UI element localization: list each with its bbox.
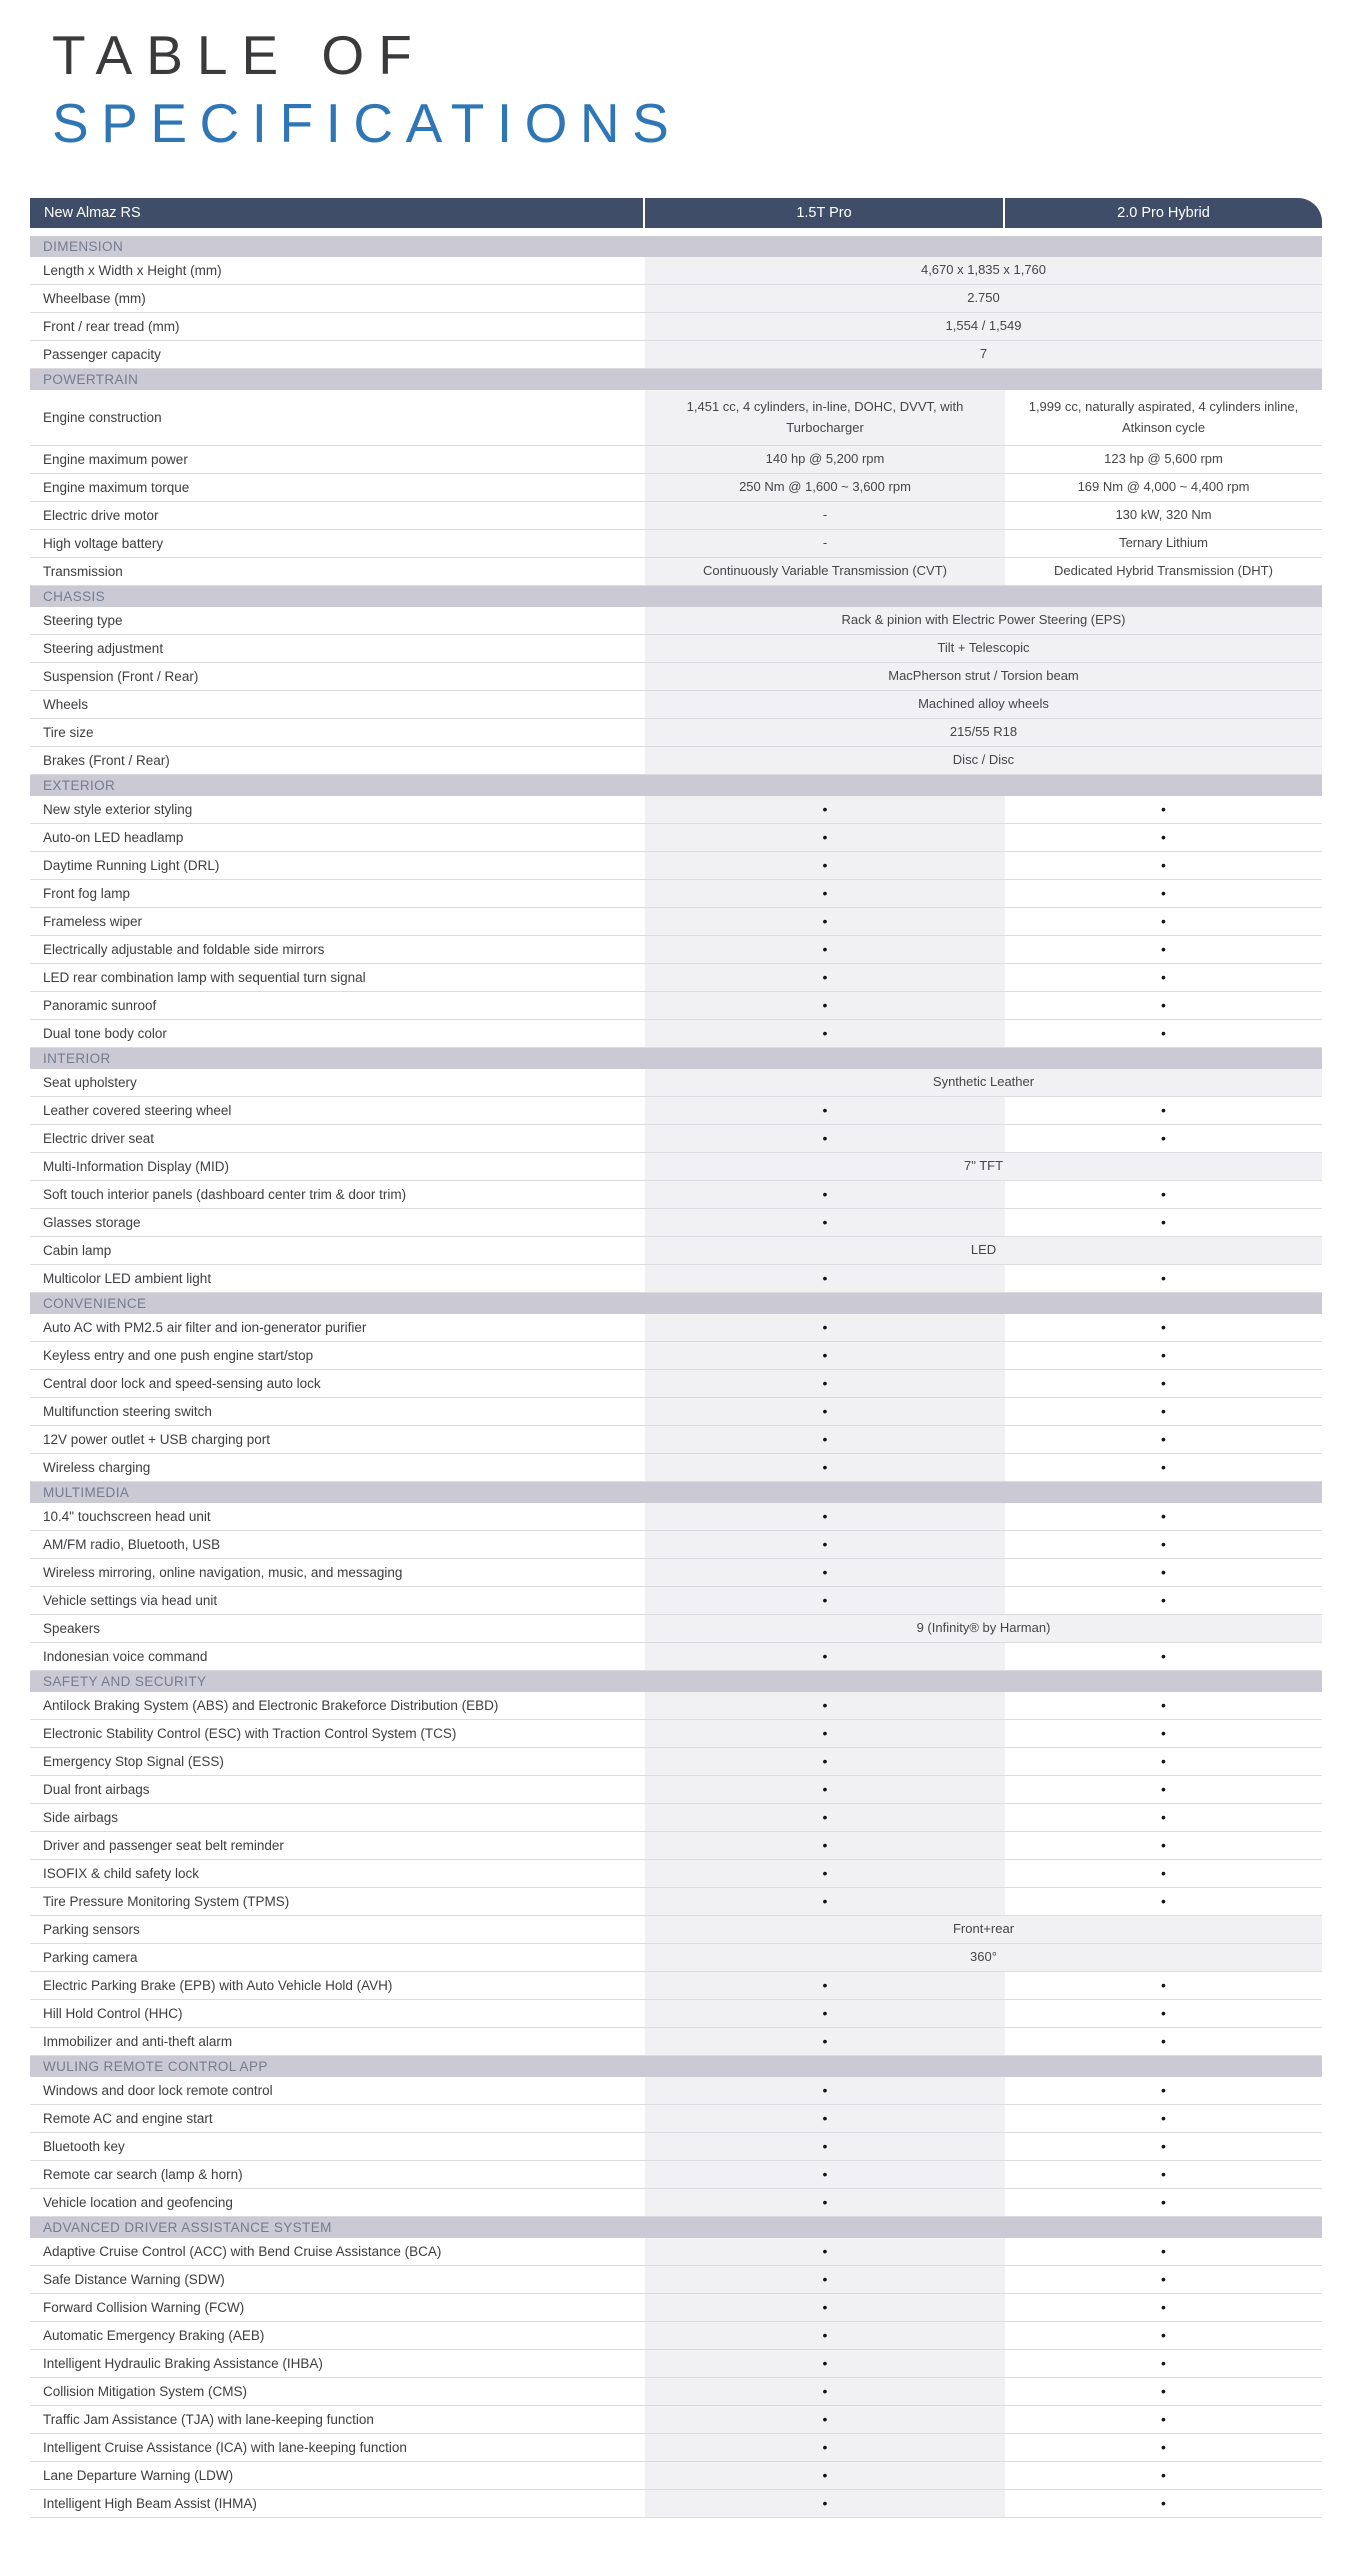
spec-row — [30, 719, 1322, 747]
spec-row-label: Multicolor LED ambient light — [30, 1265, 645, 1292]
feature-dot: • — [1005, 1559, 1322, 1586]
spec-table-body — [30, 236, 1322, 2518]
spec-row-label: Electric Parking Brake (EPB) with Auto Vehicle Hold (AVH) — [30, 1972, 645, 1999]
spec-row-label: Intelligent High Beam Assist (IHMA) — [30, 2490, 645, 2517]
spec-row-label: Intelligent Hydraulic Braking Assistance (IHBA) — [30, 2350, 645, 2377]
spec-row-label: Bluetooth key — [30, 2133, 645, 2160]
spec-row — [30, 1370, 1322, 1398]
feature-dot: • — [645, 1370, 1005, 1397]
spec-row — [30, 1265, 1322, 1293]
spec-value: 169 Nm @ 4,000 ~ 4,400 rpm — [1005, 474, 1322, 501]
spec-row-label: Steering type — [30, 607, 645, 634]
spec-row — [30, 285, 1322, 313]
section-header-chassis: CHASSIS — [30, 586, 1322, 607]
spec-value-span: 2.750 — [645, 285, 1322, 312]
feature-dot: • — [1005, 1692, 1322, 1719]
spec-row — [30, 2077, 1322, 2105]
spec-row-label: Electric driver seat — [30, 1125, 645, 1152]
spec-row — [30, 1531, 1322, 1559]
spec-row — [30, 2238, 1322, 2266]
spec-row-label: Multifunction steering switch — [30, 1398, 645, 1425]
feature-dot: • — [1005, 1776, 1322, 1803]
spec-row — [30, 2490, 1322, 2518]
feature-dot: • — [1005, 2322, 1322, 2349]
spec-value-span: Disc / Disc — [645, 747, 1322, 774]
feature-dot: • — [1005, 1720, 1322, 1747]
feature-dot: • — [645, 2077, 1005, 2104]
spec-value-span: 9 (Infinity® by Harman) — [645, 1615, 1322, 1642]
section-header-wuling-remote-control-app: WULING REMOTE CONTROL APP — [30, 2056, 1322, 2077]
spec-row-label: Suspension (Front / Rear) — [30, 663, 645, 690]
spec-value-span: 7" TFT — [645, 1153, 1322, 1180]
spec-row — [30, 2189, 1322, 2217]
spec-row — [30, 2028, 1322, 2056]
feature-dot: • — [1005, 1265, 1322, 1292]
feature-dot: • — [1005, 1097, 1322, 1124]
spec-row — [30, 1776, 1322, 1804]
spec-row — [30, 1069, 1322, 1097]
spec-row-label: Length x Width x Height (mm) — [30, 257, 645, 284]
trim-column-header-1: 1.5T Pro — [645, 198, 1005, 228]
spec-row-label: Wireless mirroring, online navigation, music, and messaging — [30, 1559, 645, 1586]
spec-row — [30, 796, 1322, 824]
page-title-line1: TABLE OF — [52, 24, 426, 86]
spec-row — [30, 1587, 1322, 1615]
feature-dot: • — [1005, 1314, 1322, 1341]
feature-dot: • — [645, 1832, 1005, 1859]
feature-dot: • — [645, 936, 1005, 963]
spec-value: Ternary Lithium — [1005, 530, 1322, 557]
spec-value: 123 hp @ 5,600 rpm — [1005, 446, 1322, 473]
spec-row-label: Seat upholstery — [30, 1069, 645, 1096]
feature-dot: • — [645, 2189, 1005, 2216]
model-name-cell: New Almaz RS — [30, 198, 645, 228]
spec-row — [30, 1020, 1322, 1048]
spec-row-label: Side airbags — [30, 1804, 645, 1831]
spec-row-label: Immobilizer and anti-theft alarm — [30, 2028, 645, 2055]
spec-row — [30, 908, 1322, 936]
feature-dot: • — [645, 880, 1005, 907]
spec-row-label: Speakers — [30, 1615, 645, 1642]
feature-dot: • — [1005, 2238, 1322, 2265]
spec-row-label: Driver and passenger seat belt reminder — [30, 1832, 645, 1859]
spec-value-span: Front+rear — [645, 1916, 1322, 1943]
spec-row — [30, 2105, 1322, 2133]
section-header-multimedia: MULTIMEDIA — [30, 1482, 1322, 1503]
feature-dot: • — [645, 1181, 1005, 1208]
feature-dot: • — [1005, 1972, 1322, 1999]
spec-row-label: Wheels — [30, 691, 645, 718]
spec-row-label: Parking camera — [30, 1944, 645, 1971]
feature-dot: • — [645, 1776, 1005, 1803]
spec-row — [30, 2322, 1322, 2350]
feature-dot: • — [1005, 824, 1322, 851]
spec-row — [30, 1804, 1322, 1832]
feature-dot: • — [1005, 2189, 1322, 2216]
spec-value: 1,999 cc, naturally aspirated, 4 cylinders inline, Atkinson cycle — [1005, 390, 1322, 445]
feature-dot: • — [1005, 1398, 1322, 1425]
spec-row-label: Wireless charging — [30, 1454, 645, 1481]
feature-dot: • — [1005, 2350, 1322, 2377]
spec-value-span: 7 — [645, 341, 1322, 368]
feature-dot: • — [645, 1972, 1005, 1999]
feature-dot: • — [645, 824, 1005, 851]
spec-row — [30, 1209, 1322, 1237]
spec-value-span: LED — [645, 1237, 1322, 1264]
feature-dot: • — [1005, 2378, 1322, 2405]
spec-row-label: Brakes (Front / Rear) — [30, 747, 645, 774]
spec-row — [30, 964, 1322, 992]
spec-row — [30, 824, 1322, 852]
spec-value: Dedicated Hybrid Transmission (DHT) — [1005, 558, 1322, 585]
spec-row — [30, 1398, 1322, 1426]
spec-row — [30, 558, 1322, 586]
spec-row — [30, 1426, 1322, 1454]
spec-row-label: Panoramic sunroof — [30, 992, 645, 1019]
feature-dot: • — [645, 1342, 1005, 1369]
spec-value: - — [645, 530, 1005, 557]
trim-column-header-2: 2.0 Pro Hybrid — [1117, 205, 1210, 221]
spec-row-label: Vehicle location and geofencing — [30, 2189, 645, 2216]
spec-row — [30, 663, 1322, 691]
section-header-powertrain: POWERTRAIN — [30, 369, 1322, 390]
spec-row-label: Forward Collision Warning (FCW) — [30, 2294, 645, 2321]
spec-row — [30, 2350, 1322, 2378]
feature-dot: • — [645, 1559, 1005, 1586]
section-header-advanced-driver-assistance-system: ADVANCED DRIVER ASSISTANCE SYSTEM — [30, 2217, 1322, 2238]
spec-row — [30, 2266, 1322, 2294]
spec-row — [30, 747, 1322, 775]
feature-dot: • — [645, 2105, 1005, 2132]
spec-row — [30, 474, 1322, 502]
feature-dot: • — [645, 2350, 1005, 2377]
section-header-exterior: EXTERIOR — [30, 775, 1322, 796]
feature-dot: • — [645, 1020, 1005, 1047]
feature-dot: • — [645, 1692, 1005, 1719]
feature-dot: • — [645, 964, 1005, 991]
feature-dot: • — [1005, 2434, 1322, 2461]
feature-dot: • — [645, 796, 1005, 823]
feature-dot: • — [645, 1720, 1005, 1747]
spec-row-label: 12V power outlet + USB charging port — [30, 1426, 645, 1453]
spec-row-label: Central door lock and speed-sensing auto lock — [30, 1370, 645, 1397]
feature-dot: • — [1005, 852, 1322, 879]
spec-row — [30, 2434, 1322, 2462]
spec-row — [30, 257, 1322, 285]
section-header-interior: INTERIOR — [30, 1048, 1322, 1069]
feature-dot: • — [645, 1860, 1005, 1887]
spec-row-label: Daytime Running Light (DRL) — [30, 852, 645, 879]
spec-value-span: 4,670 x 1,835 x 1,760 — [645, 257, 1322, 284]
feature-dot: • — [645, 2000, 1005, 2027]
feature-dot: • — [645, 1587, 1005, 1614]
spec-row-label: ISOFIX & child safety lock — [30, 1860, 645, 1887]
spec-row — [30, 1237, 1322, 1265]
spec-row-label: Adaptive Cruise Control (ACC) with Bend Cruise Assistance (BCA) — [30, 2238, 645, 2265]
feature-dot: • — [1005, 1503, 1322, 1530]
feature-dot: • — [645, 2161, 1005, 2188]
feature-dot: • — [645, 1888, 1005, 1915]
spec-row-label: Automatic Emergency Braking (AEB) — [30, 2322, 645, 2349]
feature-dot: • — [1005, 2490, 1322, 2517]
feature-dot: • — [1005, 2000, 1322, 2027]
spec-row-label: Remote car search (lamp & horn) — [30, 2161, 645, 2188]
spec-row-label: Indonesian voice command — [30, 1643, 645, 1670]
spec-value-span: 1,554 / 1,549 — [645, 313, 1322, 340]
spec-value-span: 215/55 R18 — [645, 719, 1322, 746]
spec-row-label: Auto-on LED headlamp — [30, 824, 645, 851]
feature-dot: • — [1005, 1370, 1322, 1397]
feature-dot: • — [645, 2378, 1005, 2405]
feature-dot: • — [1005, 2105, 1322, 2132]
feature-dot: • — [1005, 2294, 1322, 2321]
feature-dot: • — [645, 2238, 1005, 2265]
feature-dot: • — [645, 1398, 1005, 1425]
feature-dot: • — [645, 1454, 1005, 1481]
feature-dot: • — [1005, 2133, 1322, 2160]
feature-dot: • — [1005, 964, 1322, 991]
spec-row — [30, 1615, 1322, 1643]
feature-dot: • — [1005, 2266, 1322, 2293]
feature-dot: • — [645, 2266, 1005, 2293]
section-header-dimension: DIMENSION — [30, 236, 1322, 257]
feature-dot: • — [1005, 1426, 1322, 1453]
spec-row-label: Dual front airbags — [30, 1776, 645, 1803]
feature-dot: • — [1005, 1454, 1322, 1481]
feature-dot: • — [645, 1314, 1005, 1341]
spec-row — [30, 1972, 1322, 2000]
feature-dot: • — [645, 1748, 1005, 1775]
spec-row-label: Soft touch interior panels (dashboard center trim & door trim) — [30, 1181, 645, 1208]
spec-row — [30, 852, 1322, 880]
spec-row-label: Parking sensors — [30, 1916, 645, 1943]
spec-row — [30, 1181, 1322, 1209]
spec-row-label: New style exterior styling — [30, 796, 645, 823]
spec-row — [30, 2378, 1322, 2406]
spec-row-label: LED rear combination lamp with sequential turn signal — [30, 964, 645, 991]
spec-row — [30, 691, 1322, 719]
spec-row — [30, 1559, 1322, 1587]
feature-dot: • — [1005, 796, 1322, 823]
spec-row-label: Antilock Braking System (ABS) and Electronic Brakeforce Distribution (EBD) — [30, 1692, 645, 1719]
spec-row-label: Passenger capacity — [30, 341, 645, 368]
spec-row-label: High voltage battery — [30, 530, 645, 557]
spec-row — [30, 1860, 1322, 1888]
spec-row — [30, 2133, 1322, 2161]
spec-row-label: Front fog lamp — [30, 880, 645, 907]
spec-row-label: Auto AC with PM2.5 air filter and ion-generator purifier — [30, 1314, 645, 1341]
spec-value-span: 360° — [645, 1944, 1322, 1971]
spec-value-span: Tilt + Telescopic — [645, 635, 1322, 662]
feature-dot: • — [1005, 2406, 1322, 2433]
spec-row-label: Dual tone body color — [30, 1020, 645, 1047]
feature-dot: • — [1005, 1888, 1322, 1915]
feature-dot: • — [1005, 1125, 1322, 1152]
feature-dot: • — [645, 1209, 1005, 1236]
feature-dot: • — [645, 1097, 1005, 1124]
spec-value: Continuously Variable Transmission (CVT) — [645, 558, 1005, 585]
feature-dot: • — [1005, 1531, 1322, 1558]
feature-dot: • — [1005, 992, 1322, 1019]
feature-dot: • — [1005, 1020, 1322, 1047]
spec-row — [30, 1888, 1322, 1916]
spec-row-label: Wheelbase (mm) — [30, 285, 645, 312]
spec-row-label: Steering adjustment — [30, 635, 645, 662]
feature-dot: • — [1005, 2462, 1322, 2489]
page-title — [52, 24, 682, 154]
spec-row-label: Hill Hold Control (HHC) — [30, 2000, 645, 2027]
spec-value-span: MacPherson strut / Torsion beam — [645, 663, 1322, 690]
spec-row — [30, 1153, 1322, 1181]
spec-row-label: Frameless wiper — [30, 908, 645, 935]
feature-dot: • — [1005, 1860, 1322, 1887]
spec-row-label: Traffic Jam Assistance (TJA) with lane-keeping function — [30, 2406, 645, 2433]
spec-row-label: Engine maximum torque — [30, 474, 645, 501]
section-header-convenience: CONVENIENCE — [30, 1293, 1322, 1314]
spec-row — [30, 2462, 1322, 2490]
spec-row — [30, 1503, 1322, 1531]
feature-dot: • — [645, 1804, 1005, 1831]
spec-row-label: Transmission — [30, 558, 645, 585]
feature-dot: • — [1005, 1587, 1322, 1614]
spec-value: 140 hp @ 5,200 rpm — [645, 446, 1005, 473]
feature-dot: • — [645, 2490, 1005, 2517]
spec-row-label: Keyless entry and one push engine start/stop — [30, 1342, 645, 1369]
spec-row-label: Collision Mitigation System (CMS) — [30, 2378, 645, 2405]
spec-row — [30, 313, 1322, 341]
spec-row — [30, 2294, 1322, 2322]
spec-row — [30, 530, 1322, 558]
spec-row-label: Electric drive motor — [30, 502, 645, 529]
spec-row-label: Remote AC and engine start — [30, 2105, 645, 2132]
section-header-safety-and-security: SAFETY AND SECURITY — [30, 1671, 1322, 1692]
spec-row-label: Tire size — [30, 719, 645, 746]
spec-row — [30, 2161, 1322, 2189]
spec-row-label: Electrically adjustable and foldable side mirrors — [30, 936, 645, 963]
spec-table — [30, 198, 1322, 2518]
feature-dot: • — [1005, 1832, 1322, 1859]
feature-dot: • — [645, 992, 1005, 1019]
spec-row-label: Cabin lamp — [30, 1237, 645, 1264]
feature-dot: • — [1005, 1209, 1322, 1236]
spec-row — [30, 1097, 1322, 1125]
feature-dot: • — [645, 1125, 1005, 1152]
spec-row — [30, 1125, 1322, 1153]
feature-dot: • — [1005, 1181, 1322, 1208]
spec-row — [30, 1832, 1322, 1860]
spec-row — [30, 390, 1322, 446]
feature-dot: • — [1005, 908, 1322, 935]
spec-row — [30, 2406, 1322, 2434]
spec-row-label: Lane Departure Warning (LDW) — [30, 2462, 645, 2489]
spec-row — [30, 1314, 1322, 1342]
spec-row — [30, 880, 1322, 908]
feature-dot: • — [645, 1531, 1005, 1558]
feature-dot: • — [645, 1265, 1005, 1292]
feature-dot: • — [645, 2322, 1005, 2349]
spec-row-label: Engine construction — [30, 390, 645, 445]
feature-dot: • — [1005, 1342, 1322, 1369]
spec-table-header — [30, 198, 1322, 228]
feature-dot: • — [645, 2294, 1005, 2321]
spec-row-label: Windows and door lock remote control — [30, 2077, 645, 2104]
feature-dot: • — [1005, 2161, 1322, 2188]
spec-row — [30, 1916, 1322, 1944]
spec-row — [30, 1720, 1322, 1748]
spec-row — [30, 502, 1322, 530]
spec-row — [30, 1454, 1322, 1482]
spec-row — [30, 341, 1322, 369]
feature-dot: • — [645, 2028, 1005, 2055]
spec-row — [30, 635, 1322, 663]
spec-row — [30, 1748, 1322, 1776]
spec-row-label: 10.4" touchscreen head unit — [30, 1503, 645, 1530]
spec-row — [30, 1342, 1322, 1370]
spec-row — [30, 446, 1322, 474]
feature-dot: • — [645, 1503, 1005, 1530]
spec-value: - — [645, 502, 1005, 529]
feature-dot: • — [1005, 2028, 1322, 2055]
spec-row-label: Vehicle settings via head unit — [30, 1587, 645, 1614]
feature-dot: • — [645, 908, 1005, 935]
spec-row-label: Multi-Information Display (MID) — [30, 1153, 645, 1180]
spec-value: 250 Nm @ 1,600 ~ 3,600 rpm — [645, 474, 1005, 501]
feature-dot: • — [1005, 936, 1322, 963]
page-title-line2: SPECIFICATIONS — [52, 92, 682, 154]
spec-row — [30, 1944, 1322, 1972]
feature-dot: • — [1005, 880, 1322, 907]
spec-row — [30, 992, 1322, 1020]
spec-row — [30, 1643, 1322, 1671]
spec-row-label: Glasses storage — [30, 1209, 645, 1236]
spec-value-span: Synthetic Leather — [645, 1069, 1322, 1096]
spec-row-label: Front / rear tread (mm) — [30, 313, 645, 340]
spec-row-label: Safe Distance Warning (SDW) — [30, 2266, 645, 2293]
spec-row — [30, 607, 1322, 635]
spec-row — [30, 1692, 1322, 1720]
feature-dot: • — [645, 852, 1005, 879]
spec-value: 1,451 cc, 4 cylinders, in-line, DOHC, DVVT, with Turbocharger — [645, 390, 1005, 445]
spec-row-label: Intelligent Cruise Assistance (ICA) with lane-keeping function — [30, 2434, 645, 2461]
feature-dot: • — [1005, 1748, 1322, 1775]
feature-dot: • — [645, 1426, 1005, 1453]
feature-dot: • — [1005, 2077, 1322, 2104]
feature-dot: • — [645, 2434, 1005, 2461]
spec-row — [30, 936, 1322, 964]
spec-row-label: AM/FM radio, Bluetooth, USB — [30, 1531, 645, 1558]
spec-row-label: Leather covered steering wheel — [30, 1097, 645, 1124]
spec-value-span: Machined alloy wheels — [645, 691, 1322, 718]
spec-row-label: Tire Pressure Monitoring System (TPMS) — [30, 1888, 645, 1915]
feature-dot: • — [1005, 1643, 1322, 1670]
feature-dot: • — [645, 1643, 1005, 1670]
spec-row-label: Engine maximum power — [30, 446, 645, 473]
feature-dot: • — [1005, 1804, 1322, 1831]
feature-dot: • — [645, 2462, 1005, 2489]
feature-dot: • — [645, 2406, 1005, 2433]
spec-row-label: Emergency Stop Signal (ESS) — [30, 1748, 645, 1775]
spec-row — [30, 2000, 1322, 2028]
spec-value: 130 kW, 320 Nm — [1005, 502, 1322, 529]
feature-dot: • — [645, 2133, 1005, 2160]
spec-row-label: Electronic Stability Control (ESC) with Traction Control System (TCS) — [30, 1720, 645, 1747]
spec-value-span: Rack & pinion with Electric Power Steering (EPS) — [645, 607, 1322, 634]
